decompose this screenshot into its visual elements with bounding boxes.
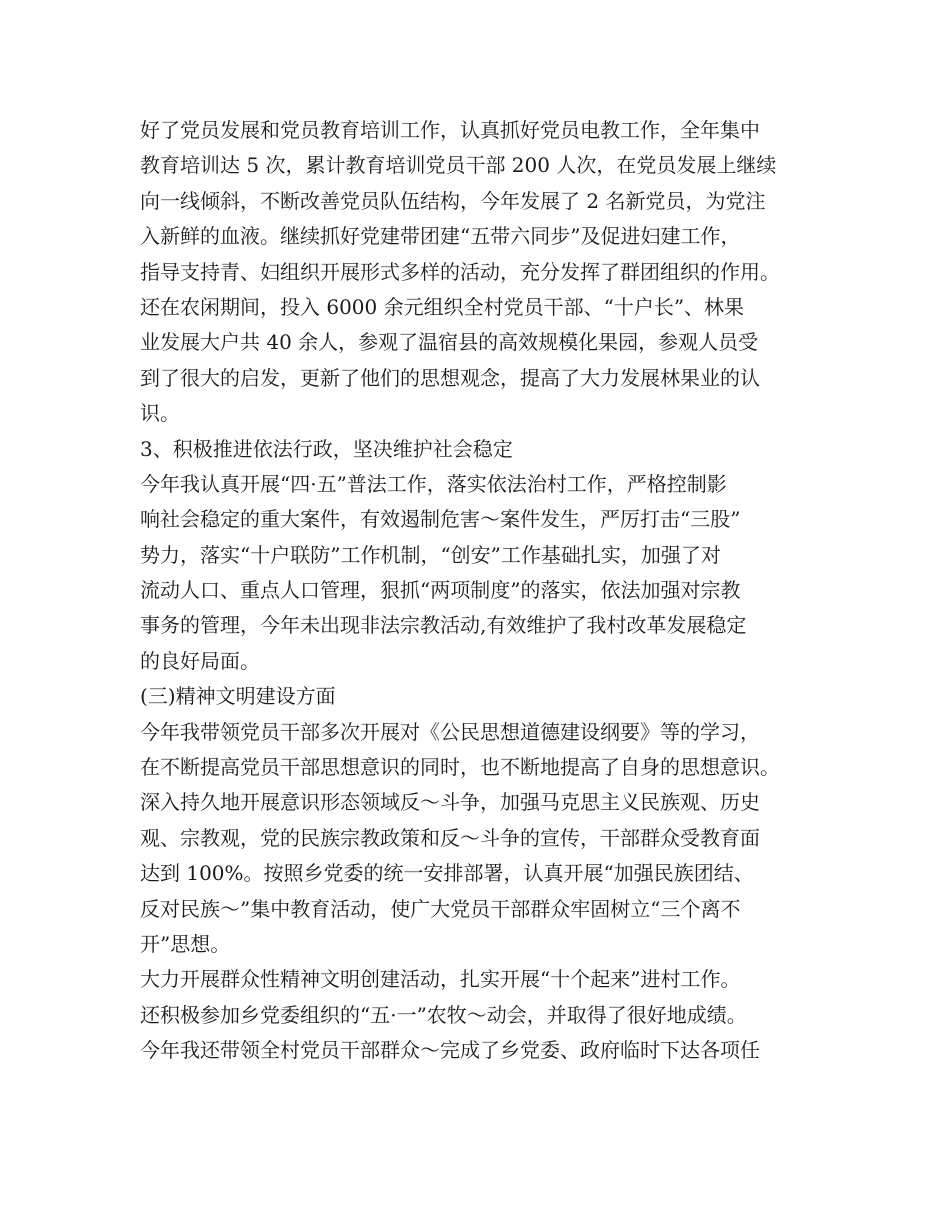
text-line: 还在农闲期间，投入 6000 余元组织全村党员干部、“十户长”、林果 bbox=[140, 294, 745, 319]
text-line: 业发展大户共 40 余人，参观了温宿县的高效规模化果园，参观人员受 bbox=[140, 330, 759, 355]
section-heading: (三)精神文明建设方面 bbox=[140, 684, 336, 709]
text-line: 达到 100%。按照乡党委的统一安排部署，认真开展“加强民族团结、 bbox=[140, 861, 754, 886]
text-line: 势力，落实“十户联防”工作机制，“创安”工作基础扎实，加强了对 bbox=[140, 542, 721, 567]
text-line: 还积极参加乡党委组织的“五·一”农牧～动会，并取得了很好地成绩。 bbox=[140, 1002, 747, 1027]
section-heading: 3、积极推进依法行政，坚决维护社会稳定 bbox=[140, 436, 513, 461]
text-line: 向一线倾斜，不断改善党员队伍结构，今年发展了 2 名新党员，为党注 bbox=[140, 188, 766, 213]
document-body bbox=[140, 113, 840, 1069]
text-line: 响社会稳定的重大案件，有效遏制危害～案件发生，严厉打击“三股” bbox=[140, 507, 741, 532]
text-line: 在不断提高党员干部思想意识的同时，也不断地提高了自身的思想意识。 bbox=[140, 755, 780, 780]
text-line: 大力开展群众性精神文明创建活动，扎实开展“十个起来”进村工作。 bbox=[140, 967, 741, 992]
text-line: 今年我认真开展“四·五”普法工作，落实依法治村工作，严格控制影 bbox=[140, 471, 727, 496]
text-line: 识。 bbox=[140, 401, 180, 426]
text-line: 深入持久地开展意识形态领域反～斗争，加强马克思主义民族观、历史 bbox=[140, 790, 760, 815]
text-line: 的良好局面。 bbox=[140, 648, 260, 673]
text-line: 今年我还带领全村党员干部群众～完成了乡党委、政府临时下达各项任 bbox=[140, 1038, 760, 1063]
text-line: 事务的管理，今年未出现非法宗教活动,有效维护了我村改革发展稳定 bbox=[140, 613, 747, 638]
text-line: 到了很大的启发，更新了他们的思想观念，提高了大力发展林果业的认 bbox=[140, 365, 760, 390]
text-line: 教育培训达 5 次，累计教育培训党员干部 200 人次，在党员发展上继续 bbox=[140, 153, 777, 178]
text-line: 入新鲜的血液。继续抓好党建带团建“五带六同步”及促进妇建工作， bbox=[140, 224, 741, 249]
text-line: 指导支持青、妇组织开展形式多样的活动，充分发挥了群团组织的作用。 bbox=[140, 259, 780, 284]
text-line: 开”思想。 bbox=[140, 931, 231, 956]
text-line: 好了党员发展和党员教育培训工作，认真抓好党员电教工作，全年集中 bbox=[140, 118, 760, 142]
text-line: 流动人口、重点人口管理，狠抓“两项制度”的落实，依法加强对宗教 bbox=[140, 578, 741, 603]
text-line: 观、宗教观，党的民族宗教政策和反～斗争的宣传，干部群众受教育面 bbox=[140, 825, 760, 850]
text-line: 反对民族～”集中教育活动，使广大党员干部群众牢固树立“三个离不 bbox=[140, 896, 741, 921]
text-line: 今年我带领党员干部多次开展对《公民思想道德建设纲要》等的学习， bbox=[140, 719, 760, 744]
